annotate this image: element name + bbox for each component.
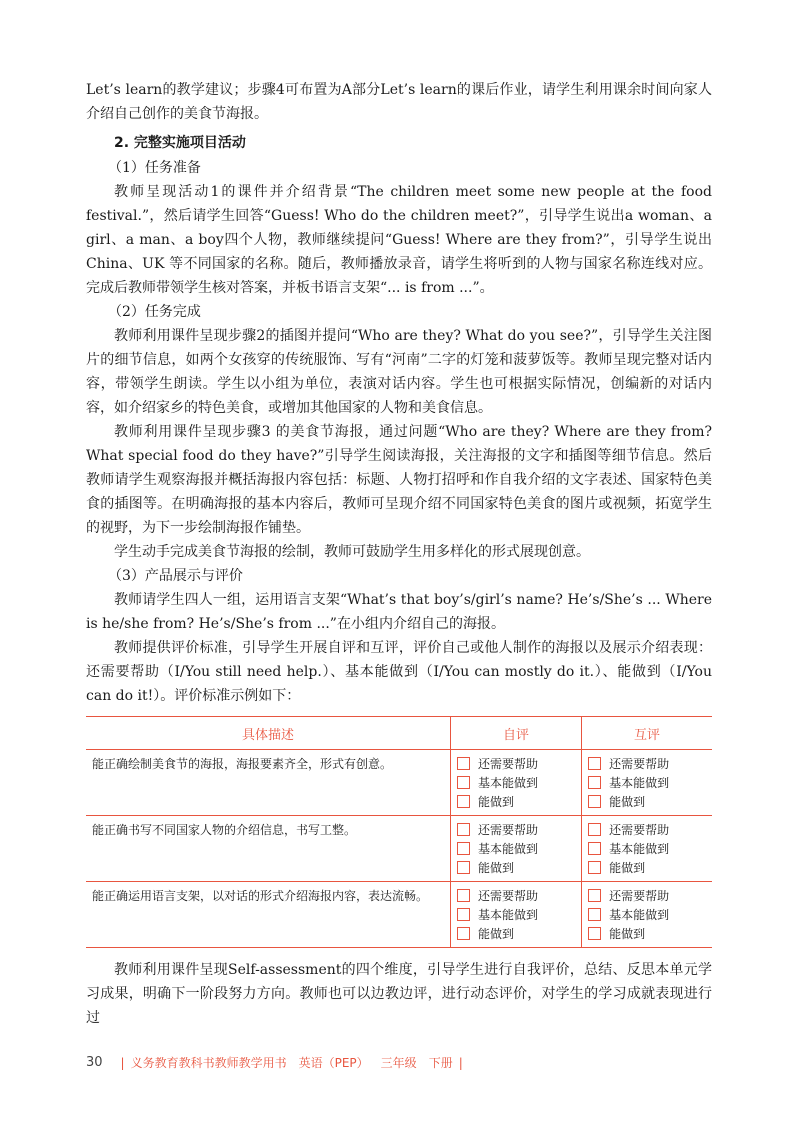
paragraph: 学生动手完成美食节海报的绘制，教师可鼓励学生用多样化的形式展现创意。 — [114, 544, 590, 560]
checkbox[interactable] — [457, 823, 470, 836]
checkbox[interactable] — [457, 927, 470, 940]
option-can-do-it[interactable]: 能做到 — [588, 858, 706, 877]
option-mostly-do-it[interactable]: 基本能做到 — [457, 773, 575, 792]
option-still-need-help[interactable]: 还需要帮助 — [588, 754, 706, 773]
checkbox[interactable] — [588, 889, 601, 902]
table-row — [86, 816, 712, 882]
paragraph: 教师利用课件呈现步骤2的插图并提问“Who are they? What do you see?”，引导学生关注图片的细节信息，如两个女孩穿的传统服饰、写有“河南”二字的灯笼和菠萝饭等。教师呈现完整对话内容，带领学生朗读。学生以小组为单位，表演对话内容。学生也可根据实际情况，创编新的对话内容，如介绍家乡的特色美食，或增加其他国家的人物和美食信息。 — [86, 328, 712, 416]
option-can-do-it[interactable]: 能做到 — [457, 792, 575, 811]
checkbox[interactable] — [588, 842, 601, 855]
option-still-need-help[interactable]: 还需要帮助 — [457, 754, 575, 773]
option-still-need-help[interactable]: 还需要帮助 — [588, 886, 706, 905]
checkbox[interactable] — [457, 908, 470, 921]
peer-options — [582, 750, 712, 816]
option-can-do-it[interactable]: 能做到 — [457, 924, 575, 943]
header-self-evaluation: 自评 — [451, 717, 582, 750]
checkbox[interactable] — [457, 861, 470, 874]
peer-options — [582, 816, 712, 882]
self-options — [451, 882, 582, 948]
checkbox[interactable] — [457, 842, 470, 855]
criterion-text: 能正确运用语言支架，以对话的形式介绍海报内容，表达流畅。 — [86, 882, 451, 948]
header-description: 具体描述 — [86, 717, 451, 750]
option-can-do-it[interactable]: 能做到 — [588, 924, 706, 943]
header-peer-evaluation: 互评 — [582, 717, 712, 750]
option-mostly-do-it[interactable]: 基本能做到 — [457, 905, 575, 924]
subsection-heading: （3）产品展示与评价 — [108, 568, 243, 584]
book-title: 义务教育教科书教师教学用书 — [130, 1056, 287, 1070]
table-row — [86, 882, 712, 948]
self-options — [451, 750, 582, 816]
checkbox[interactable] — [588, 776, 601, 789]
checkbox[interactable] — [588, 757, 601, 770]
subsection-heading: （2）任务完成 — [108, 304, 201, 320]
paragraph: 教师提供评价标准，引导学生开展自评和互评，评价自己或他人制作的海报以及展示介绍表现：还需要帮助（I/You still need help.）、基本能做到（I/You can mostly do it.）、能做到（I/You can do it!）。评价标准示例如下： — [86, 640, 712, 704]
page-number: 30 — [86, 1055, 103, 1070]
option-can-do-it[interactable]: 能做到 — [457, 858, 575, 877]
option-mostly-do-it[interactable]: 基本能做到 — [588, 839, 706, 858]
footer-divider: | — [120, 1055, 125, 1070]
table-header-row — [86, 717, 712, 750]
table-row — [86, 750, 712, 816]
page-content — [86, 78, 712, 1030]
criterion-text: 能正确绘制美食节的海报，海报要素齐全，形式有创意。 — [86, 750, 451, 816]
checkbox[interactable] — [457, 889, 470, 902]
checkbox[interactable] — [588, 927, 601, 940]
checkbox[interactable] — [457, 795, 470, 808]
paragraph: 教师呈现活动1的课件并介绍背景“The children meet some new people at the food festival.”，然后请学生回答“Guess! Who do the children meet?”，引导学生说出a woman、a girl、a man、a boy四个人物，教师继续提问“Guess! Where are they from?”，引导学生说出China、UK 等不同国家的名称。随后，教师播放录音，请学生将听到的人物与国家名称连线对应。完成后教师带领学生核对答案，并板书语言支架“... is from ...”。 — [86, 184, 712, 296]
option-mostly-do-it[interactable]: 基本能做到 — [588, 905, 706, 924]
option-still-need-help[interactable]: 还需要帮助 — [457, 886, 575, 905]
peer-options — [582, 882, 712, 948]
checkbox[interactable] — [457, 757, 470, 770]
paragraph: 教师利用课件呈现步骤3 的美食节海报，通过问题“Who are they? Where are they from? What special food do they have?”引导学生阅读海报，关注海报的文字和插图等细节信息。然后教师请学生观察海报并概括海报内容包括：标题、人物打招呼和作自我介绍的文字表述、国家特色美食的插图等。在明确海报的基本内容后，教师可呈现介绍不同国家特色美食的图片或视频，拓宽学生的视野，为下一步绘制海报作铺垫。 — [86, 424, 712, 536]
checkbox[interactable] — [588, 823, 601, 836]
option-can-do-it[interactable]: 能做到 — [588, 792, 706, 811]
section-heading: 2. 完整实施项目活动 — [114, 135, 246, 151]
page-footer — [86, 1054, 469, 1071]
checkbox[interactable] — [588, 861, 601, 874]
option-mostly-do-it[interactable]: 基本能做到 — [588, 773, 706, 792]
subject-label: 英语（PEP） — [298, 1056, 369, 1070]
checkbox[interactable] — [588, 908, 601, 921]
self-options — [451, 816, 582, 882]
option-still-need-help[interactable]: 还需要帮助 — [588, 820, 706, 839]
option-still-need-help[interactable]: 还需要帮助 — [457, 820, 575, 839]
grade-label: 三年级 — [380, 1056, 417, 1070]
criterion-text: 能正确书写不同国家人物的介绍信息，书写工整。 — [86, 816, 451, 882]
checkbox[interactable] — [588, 795, 601, 808]
option-mostly-do-it[interactable]: 基本能做到 — [457, 839, 575, 858]
checkbox[interactable] — [457, 776, 470, 789]
paragraph: 教师请学生四人一组，运用语言支架“What’s that boy’s/girl’s name? He’s/She’s ... Where is he/she from? He’s/She’s from ...”在小组内介绍自己的海报。 — [86, 592, 712, 632]
volume-label: 下册 — [428, 1056, 453, 1070]
subsection-heading: （1）任务准备 — [108, 160, 201, 176]
footer-divider: | — [458, 1055, 463, 1070]
paragraph: Let’s learn的教学建议；步骤4可布置为A部分Let’s learn的课后作业，请学生利用课余时间向家人介绍自己创作的美食节海报。 — [86, 82, 712, 122]
paragraph: 教师利用课件呈现Self-assessment的四个维度，引导学生进行自我评价，总结、反思本单元学习成果，明确下一阶段努力方向。教师也可以边教边评，进行动态评价，对学生的学习成就表现进行过 — [86, 962, 712, 1026]
evaluation-table — [86, 716, 712, 948]
